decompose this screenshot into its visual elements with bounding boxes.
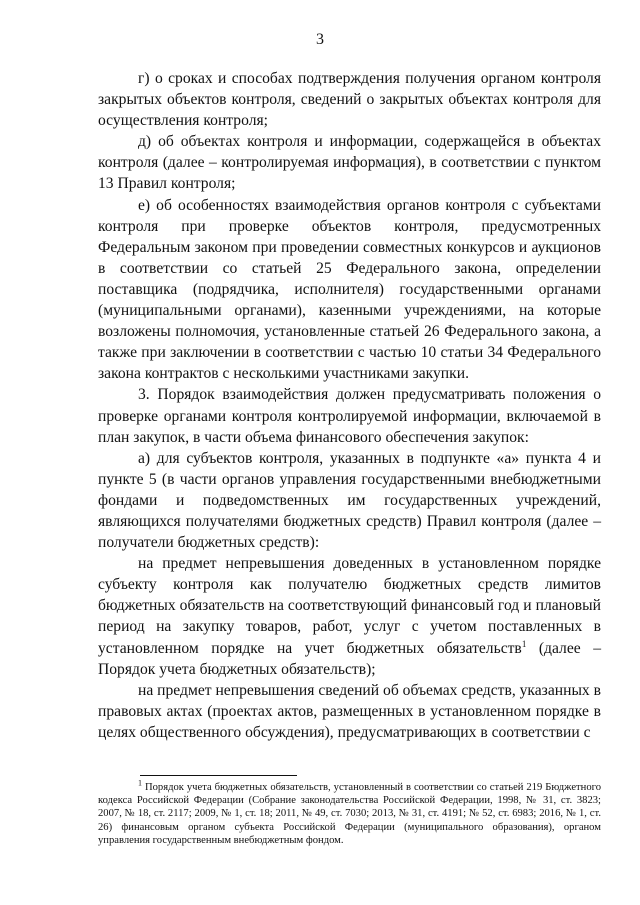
footnote-divider [140,775,297,776]
footnote-reference: 1 [521,638,527,649]
body-text [98,68,601,743]
paragraph-volumes-check: на предмет непревышения сведений об объемах средств, указанных в правовых актах (проектах актов, размещенных в установленном порядке в целях общественного обсуждения), предусматривающих в соответствии с [98,681,601,741]
page-number: 3 [316,31,324,48]
paragraph-limits-tail: (далее – Порядок учета бюджетных обязательств); [98,639,602,678]
paragraph-section-3: 3. Порядок взаимодействия должен предусматривать положения о проверке органами контроля контролируемой информации, включаемой в план закупок, в части объема финансового обеспечения закупок: [98,386,601,446]
paragraph-item-d: д) об объектах контроля и информации, содержащейся в объектах контроля (далее – контролируемая информация), в соответствии с пунктом 13 Правил контроля; [98,133,601,193]
footnote [98,778,601,847]
footnote-text: Порядок учета бюджетных обязательств, установленный в соответствии со статьей 219 Бюджетного кодекса Российской Федерации (Собрание законодательства Российской Федерации, 1998, № 31, ст. 3823; 2007, № 18, ст. 2117; 2009, № 1, ст. 18; 2011, № 49, ст. 7030; 2013, № 31, ст. 4191; № 52, ст. 6983; 2016, № 1, ст. 26) финансовым органом субъекта Российской Федерации (муниципального образования), органом управления государственным внебюджетным фондом. [98,782,601,846]
paragraph-limits-check [98,553,601,680]
paragraph-limits-text: на предмет непревышения доведенных в установленном порядке субъекту контроля как получателю бюджетных средств лимитов бюджетных обязательств на соответствующий финансовый год и плановый период на закупку товаров, работ, услуг с учетом поставленных в установленном порядке на учет бюджетных обязательств [98,555,601,657]
paragraph-item-e: е) об особенностях взаимодействия органов контроля с субъектами контроля при проверке объектов контроля, предусмотренных Федеральным законом при проведении совместных конкурсов и аукционов в соответствии со статьей 25 Федерального закона, определении поставщика (подрядчика, исполнителя) государственными органами (муниципальными органами), казенными учреждениями, на которые возложены полномочия, установленные статьей 26 Федерального закона, а также при заключении в соответствии с частью 10 статьи 34 Федерального закона контрактов с несколькими участниками закупки. [98,196,601,383]
footnote-marker: 1 [138,778,142,788]
paragraph-item-g: г) о сроках и способах подтверждения получения органом контроля закрытых объектов контроля, сведений о закрытых объектах контроля для осуществления контроля; [98,70,601,130]
paragraph-subitem-a: а) для субъектов контроля, указанных в подпункте «а» пункта 4 и пункте 5 (в части органов управления государственными внебюджетными фондами и подведомственных им государственных учреждений, являющихся получателями бюджетных средств) Правил контроля (далее – получатели бюджетных средств): [98,449,601,552]
